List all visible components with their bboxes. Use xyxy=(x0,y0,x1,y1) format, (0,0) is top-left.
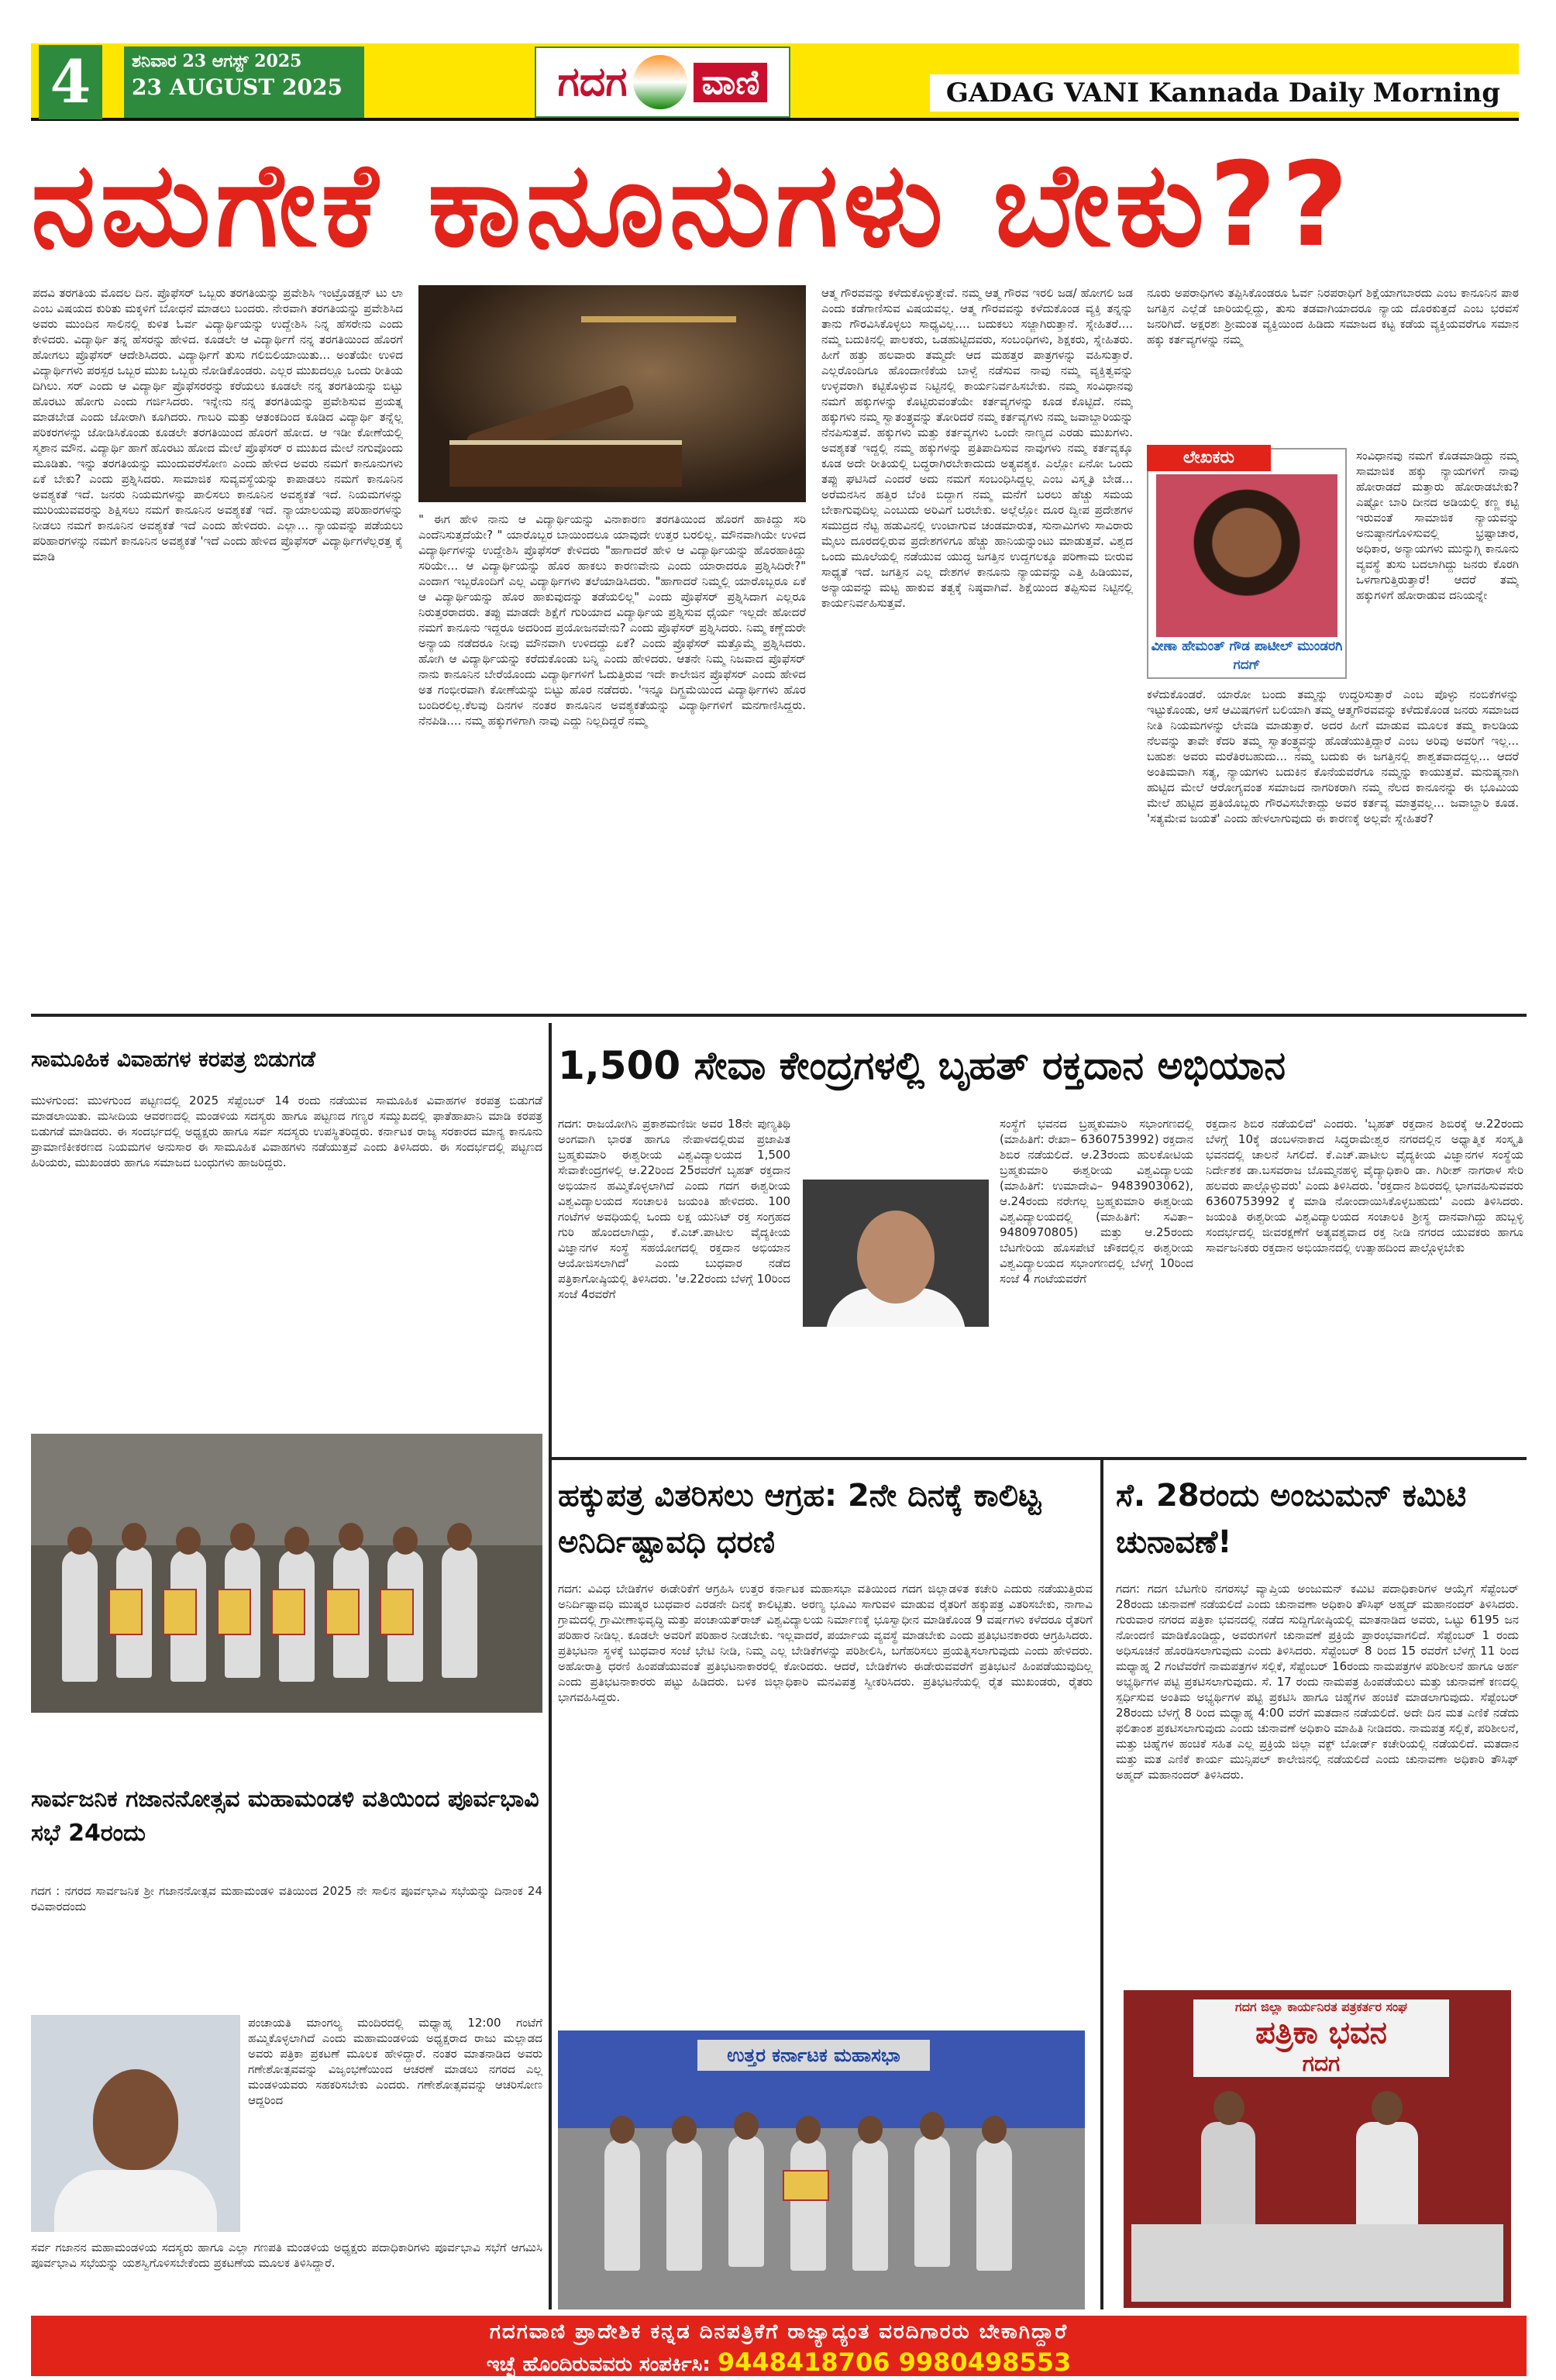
page-number: 4 xyxy=(39,45,102,119)
press-table xyxy=(1131,2224,1503,2302)
date-english: 23 AUGUST 2025 xyxy=(132,74,343,100)
anjuman-body: ಗದಗ: ಗದಗ ಬೆಟಗೇರಿ ನಗರಸಭೆ ವ್ಯಾಪ್ತಿಯ ಅಂಜುಮನ್ ಕಮಿಟಿ ಪದಾಧಿಕಾರಿಗಳ ಆಯ್ಕೆಗೆ ಸೆಪ್ಟೆಂಬರ್ 28ರಂದು ಚುನಾವಣೆ ನಡೆಯಲಿದೆ ಎಂದು ಚುನಾವಣಾ ಅಧಿಕಾರಿ ತೌಸಿಫ್ ಅಹ್ಮದ್ ಮಹಾನಂದರ್ ತಿಳಿಸಿದರು. ಗುರುವಾರ ನಗರದ ಪತ್ರಿಕಾ ಭವನದಲ್ಲಿ ನಡೆದ ಸುದ್ದಿಗೋಷ್ಠಿಯಲ್ಲಿ ಮಾತನಾಡಿದ ಅವರು, ಒಟ್ಟು 6195 ಜನ ನೋಂದಣಿ ಮಾಡಿಕೊಂಡಿದ್ದು, ಅವರುಗಳಿಗೆ ಚುನಾವಣೆ ಪ್ರಕ್ರಿಯೆ ಪ್ರಾರಂಭವಾಗಲಿದೆ. ಸೆಪ್ಟೆಂಬರ್ 1 ರಂದು ಅಧಿಸೂಚನೆ ಹೊರಡಿಸಲಾಗುವುದು ಎಂದು ತಿಳಿಸಿದರು. ಸೆಪ್ಟೆಂಬರ್ 8 ರಿಂದ 15 ರವರೆಗೆ ಬೆಳಗ್ಗೆ 11 ರಿಂದ ಮಧ್ಯಾಹ್ನ 2 ಗಂಟೆವರೆಗೆ ನಾಮಪತ್ರಗಳ ಸಲ್ಲಿಕೆ, ಸೆಪ್ಟೆಂಬರ್ 16ರಂದು ನಾಮಪತ್ರಗಳ ಪರಿಶೀಲನೆ ಹಾಗೂ ಅರ್ಹ ಅಭ್ಯರ್ಥಿಗಳ ಪಟ್ಟಿ ಪ್ರಕಟಿಸಲಾಗುವುದು. ಸೆ. 17 ರಂದು ನಾಮಪತ್ರ ಹಿಂಪಡೆಯಲು ಮತ್ತು ಚುನಾವಣೆ ಕಣದಲ್ಲಿ ಸ್ಪರ್ಧಿಸುವ ಅಂತಿಮ ಅಭ್ಯರ್ಥಿಗಳ ಪಟ್ಟಿ ಪ್ರಕಟಿಸಿ ಹಾಗೂ ಚಿಹ್ನೆಗಳ ಹಂಚಿಕೆ ಮಾಡಲಾಗುವುದು. ಸೆಪ್ಟೆಂಬರ್ 28ರಂದು ಬೆಳಗ್ಗೆ 8 ರಿಂದ ಮಧ್ಯಾಹ್ನ 4:00 ವರೆಗೆ ಮತದಾನ ನಡೆಯಲಿದೆ. ಅದೇ ದಿನ ಮತ ಎಣಿಕೆ ನಡೆದು ಫಲಿತಾಂಶ ಪ್ರಕಟಿಸಲಾಗುವುದು ಎಂದು ಚುನಾವಣೆ ಅಧಿಕಾರಿ ಮಾಹಿತಿ ನೀಡಿದರು. ನಾಮಪತ್ರ ಸಲ್ಲಿಕೆ, ಪರಿಶೀಲನೆ, ಮತ್ತು ಚಿಹ್ನೆಗಳ ಹಂಚಿಕೆ ಸಹಿತ ಎಲ್ಲ ಪ್ರಕ್ರಿಯೆ ಜಿಲ್ಲಾ ವಕ್ಫ್ ಬೋರ್ಡ್ ಕಚೇರಿಯಲ್ಲಿ ನಡೆಯಲಿದೆ. ಮತದಾನ ಮತ್ತು ಮತ ಎಣಿಕೆ ಕಾರ್ಯ ಮುನ್ಸಿಪಲ್ ಕಾಲೇಜಿನಲ್ಲಿ ನಡೆಯಲಿದೆ ಎಂದು ಚುನಾವಣಾ ಅಧಿಕಾರಿ ತೌಸಿಫ್ ಅಹ್ಮದ್ ಮಹಾನಂದರ್ ತಿಳಿಸಿದರು. xyxy=(1116,1582,1519,1782)
wedding-headline: ಸಾಮೂಹಿಕ ವಿವಾಹಗಳ ಕರಪತ್ರ ಬಿಡುಗಡೆ xyxy=(31,1046,316,1072)
main-headline: ನಮಗೇಕೆ ಕಾನೂನುಗಳು ಬೇಕು?? xyxy=(31,139,1354,271)
logo-left-text: ಗದಗ xyxy=(557,58,628,105)
main-article-col3: ಆತ್ಮ ಗೌರವವನ್ನು ಕಳೆದುಕೊಳ್ಳುತ್ತೇವೆ. ನಮ್ಮ ಆತ್ಮ ಗೌರವ ಇರಲಿ ಜಡ/ ಹೋಗಲಿ ಜಡ ಎಂದು ಕಡೆಗಾಣಿಸುವ ವಿಷಯವಲ್ಲ. ಆತ್ಮ ಗೌರವವನ್ನು ಕಳೆದುಕೊಂಡ ವ್ಯಕ್ತಿ ತನ್ನನ್ನು ತಾನು ಗೌರವಿಸಿಕೊಳ್ಳಲು ಸಾಧ್ಯವಿಲ್ಲ.... ಬದುಕಲು ಸಜ್ಜಾಗಿರುತ್ತಾನೆ. ಸ್ನೇಹಿತರೆ.... ನಮ್ಮ ಬದುಕಿನಲ್ಲಿ ಪಾಲಕರು, ಒಡಹುಟ್ಟಿದವರು, ಸಂಬಂಧಿಗಳು, ಶಿಕ್ಷಕರು, ಸ್ನೇಹಿತರು. ಹೀಗೆ ಹತ್ತು ಹಲವಾರು ತಮ್ಮದೇ ಆದ ಮಹತ್ತರ ಪಾತ್ರಗಳನ್ನು ವಹಿಸುತ್ತಾರೆ. ಎಲ್ಲರೊಂದಿಗೂ ಹೊಂದಾಣಿಕೆಯ ಬಾಳ್ವೆ ನಡೆಸುವ ನಾವು ನಮ್ಮ ವ್ಯಕ್ತಿತ್ವವನ್ನು ಉಳ್ಳವರಾಗಿ ಕಟ್ಟಿಕೊಳ್ಳುವ ನಿಟ್ಟಿನಲ್ಲಿ ಕಾರ್ಯನಿರ್ವಹಿಸಬೇಕು. ನಮ್ಮ ಸಂವಿಧಾನವು ನಮಗೆ ಹಕ್ಕುಗಳನ್ನು ಕೊಟ್ಟಿರುವಂತೆಯೇ ಕರ್ತವ್ಯಗಳನ್ನು ಕೂಡ ಕೊಟ್ಟಿದೆ. ನಮ್ಮ ಹಕ್ಕುಗಳು ನಮ್ಮ ಸ್ವಾತಂತ್ರ್ಯವನ್ನು ತೋರಿದರೆ ನಮ್ಮ ಕರ್ತವ್ಯಗಳು ನಮ್ಮ ಜವಾಬ್ದಾರಿಯನ್ನು ನೆನಪಿಸುತ್ತವೆ. ಹಕ್ಕುಗಳು ಮತ್ತು ಕರ್ತವ್ಯಗಳು ಒಂದೇ ನಾಣ್ಯದ ಎರಡು ಮುಖಗಳು. ಅವಶ್ಯಕತೆ ಇದ್ದಲ್ಲಿ ನಮ್ಮ ಹಕ್ಕುಗಳನ್ನು ಪ್ರತಿಪಾದಿಸುವ ನಾವುಗಳು ನಮ್ಮ ಕರ್ತವ್ಯಕ್ಕೂ ಕೂಡ ಅದೇ ರೀತಿಯಲ್ಲಿ ಬದ್ಧರಾಗಿರಬೇಕಾದುದು ಅತ್ಯವಶ್ಯಕ. ಎಲ್ಲೋ ಏನೋ ಒಂದು ತಪ್ಪು ಘಟಿಸಿದೆ ಎಂದರೆ ಅದು ನಮಗೆ ಸಂಬಂಧಿಸಿದ್ದಲ್ಲ ಎಂಬ ವಿಸ್ಮೃತಿ ಬೇಡ... ಅರೆಮನಸಿನ ಹತ್ತಿರ ಬೆಂಕಿ ಬಿದ್ದಾಗ ನಮ್ಮ ಮನೆಗೆ ಬರಲು ಹೆಚ್ಚು ಸಮಯ ಬೇಕಾಗುವುದಿಲ್ಲ ಎಂಬುದು ಅರಿವಿಗೆ ಬರಬೇಕು. ಅಲ್ಲೆಲ್ಲೋ ದೂರ ದ್ವೀಪ ಪ್ರದೇಶಗಳ ಸಮುದ್ರದ ನೆಟ್ಟ ಹಡುವಿನಲ್ಲಿ ಉಂಟಾಗುವ ಚಂಡಮಾರುತ, ಸುನಾಮಿಗಳು ಸಾವಿರಾರು ಮೈಲು ದೂರದಲ್ಲಿರುವ ಪ್ರದೇಶಗಳಿಗೂ ಹೆಚ್ಚು ಹಾನಿಯನ್ನುಂಟು ಮಾಡುತ್ತವೆ. ವಿಶ್ವದ ಒಂದು ಮೂಲೆಯಲ್ಲಿ ನಡೆಯುವ ಯುದ್ಧ ಜಗತ್ತಿನ ಉದ್ದಗಲಕ್ಕೂ ಪರಿಣಾಮ ಬೀರುವ ಸಾಧ್ಯತೆ ಇದೆ. ಜಗತ್ತಿನ ಎಲ್ಲ ದೇಶಗಳ ಕಾನೂನು ನ್ಯಾಯವನ್ನು ಎತ್ತಿ ಹಿಡಿಯುವ, ಅನ್ಯಾಯವನ್ನು ಮಟ್ಟ ಹಾಕುವ ತತ್ವಕ್ಕೆ ನಿಷ್ಠವಾಗಿವೆ. ಶಿಕ್ಷೆಯಿಂದ ತಪ್ಪಿಸುವ ನಿಟ್ಟಿನಲ್ಲಿ ಕಾರ್ಯನಿರ್ವಹಿಸುತ್ತವೆ. xyxy=(821,286,1133,610)
press-sign-main: ಪತ್ರಿಕಾ ಭವನ xyxy=(1255,2015,1387,2051)
main-article-col4-right: ಸಂವಿಧಾನವು ನಮಗೆ ಕೊಡಮಾಡಿದ್ದು ನಮ್ಮ ಸಾಮಾಜಿಕ ಹಕ್ಕು ನ್ಯಾಯಗಳಿಗೆ ನಾವು ಹೋರಾಡದೆ ಮತ್ತಾರು ಹೋರಾಡಬೇಕು? ಎಷ್ಟೋ ಬಾರಿ ದೀನದ ಅಡಿಯಲ್ಲಿ ಕಣ್ಣ ಕಟ್ಟಿ ಇರುವಂತೆ ಸಾಮಾಜಿಕ ನ್ಯಾಯವನ್ನು ಅನುಷ್ಠಾನಗೊಳಿಸುವಲ್ಲಿ ಭ್ರಷ್ಟಾಚಾರ, ಅಧಿಕಾರ, ಅನ್ಯಾಯಗಳು ಮುನ್ನುಗ್ಗಿ ಕಾನೂನು ವ್ಯವಸ್ಥೆ ತುಸು ಬದಲಾಗಿದ್ದು ಜನರು ಕೊರಗಿ ಒಳಗಾಗುತ್ತಿರುತ್ತಾರೆ! ಆದರೆ ತಮ್ಮ ಹಕ್ಕುಗಳಿಗೆ ಹೋರಾಡುವ ದನಿಯನ್ನೇ xyxy=(1356,449,1519,602)
column-divider xyxy=(549,1023,552,2309)
press-sign-top: ಗದಗ ಜಿಲ್ಲಾ ಕಾರ್ಯನಿರತ ಪತ್ರಕರ್ತರ ಸಂಘ xyxy=(1234,1999,1408,2014)
section-divider xyxy=(552,1457,1527,1460)
justice-scale-photo xyxy=(418,285,806,502)
author-name: ವೀಣಾ ಹೇಮಂತ್ ಗೌಡ ಪಾಟೀಲ್ ಮುಂಡರಗಿ ಗದಗ್ xyxy=(1151,639,1343,673)
blood-mid: ಸಂಸ್ಥೆಗೆ ಭವನದ ಬ್ರಹ್ಮಕುಮಾರಿ ಸಭಾಂಗಣದಲ್ಲಿ (ಮಾಹಿತಿಗೆ: ರೇಖಾ– 6360753992) ರಕ್ತದಾನ ಶಿಬಿರ ನಡೆಯಲಿದೆ. ಆ.23ರಂದು ಹುಲಕೋಟಿಯ ಬ್ರಹ್ಮಕುಮಾರಿ ಈಶ್ವರೀಯ ವಿಶ್ವವಿದ್ಯಾಲಯ (ಮಾಹಿತಿಗೆ: ಉಮಾದೇವಿ– 9483903062), ಆ.24ರಂದು ನರೇಗಲ್ಲ ಬ್ರಹ್ಮಕುಮಾರಿ ಈಶ್ವರೀಯ ವಿಶ್ವವಿದ್ಯಾಲಯದಲ್ಲಿ (ಮಾಹಿತಿಗೆ: ಸವಿತಾ– 9480970805) ಮತ್ತು ಆ.25ರಂದು ಬೆಟಗೇರಿಯ ಹೊಸಪೇಟೆ ಚೌಕದಲ್ಲಿನ ಈಶ್ವರೀಯ ವಿಶ್ವವಿದ್ಯಾಲಯದ ಸಭಾಂಗಣದಲ್ಲಿ ಬೆಳಗ್ಗೆ 10ರಿಂದ ಸಂಜೆ 4 ಗಂಟೆಯವರೆಗೆ xyxy=(1000,1117,1193,1286)
ganesh-foot: ಸರ್ವ ಗಜಾನನ ಮಹಾಮಂಡಳಿಯ ಸದಸ್ಯರು ಹಾಗೂ ಎಲ್ಲಾ ಗಣಪತಿ ಮಂಡಳಿಯ ಅಧ್ಯಕ್ಷರು ಪದಾಧಿಕಾರಿಗಳು ಪೂರ್ವಭಾವಿ ಸಭೆಗೆ ಆಗಮಿಸಿ ಪೂರ್ವಭಾವಿ ಸಭೆಯನ್ನು ಯಶಸ್ವಿಗೊಳಿಸಬೇಕೆಂದು ಪ್ರಕಟಣೆಯ ಮೂಲಕ ತಿಳಿಸಿದ್ದಾರೆ. xyxy=(31,2241,542,2270)
banner-contact-label: ಇಚ್ಛೆ ಹೊಂದಿರುವವರು ಸಂಪರ್ಕಿಸಿ: xyxy=(486,2353,711,2376)
speaker-portrait xyxy=(803,1180,989,1327)
ganesh-body: ಪಂಚಾಯತಿ ಮಾಂಗಲ್ಯ ಮಂದಿರದಲ್ಲಿ ಮಧ್ಯಾಹ್ನ 12:00 ಗಂಟೆಗೆ ಹಮ್ಮಿಕೊಳ್ಳಲಾಗಿದೆ ಎಂದು ಮಹಾಮಂಡಳಿಯ ಅಧ್ಯಕ್ಷರಾದ ರಾಜು ಮಲ್ಲಾಡದ ಅವರು ಪತ್ರಿಕಾ ಪ್ರಕಟಣೆ ಮೂಲಕ ಹೇಳಿದ್ದಾರೆ. ನಂತರ ಮಾತನಾಡಿದ ಅವರು ಗಣೇಶೋತ್ಸವವನ್ನು ವಿಜೃಂಭಣೆಯಿಂದ ಆಚರಣೆ ಮಾಡಲು ನಗರದ ಎಲ್ಲ ಮಂಡಳಿಯವರು ಸಹಕರಿಸಬೇಕು ಎಂದರು. ಗಣೇಶೋತ್ಸವವನ್ನು ಆಚರಿಸೋಣ ಆದ್ದರಿಂದ xyxy=(248,2016,542,2107)
banner-line2 xyxy=(31,2344,1527,2377)
main-article-col4-top: ನೂರು ಅಪರಾಧಿಗಳು ತಪ್ಪಿಸಿಕೊಂಡರೂ ಓರ್ವ ನಿರಪರಾಧಿಗೆ ಶಿಕ್ಷೆಯಾಗಬಾರದು ಎಂಬ ಕಾನೂನಿನ ಪಾಠ ಜಗತ್ತಿನ ಎಲ್ಲೆಡೆ ಜಾರಿಯಲ್ಲಿದ್ದು, ತುಸು ತಡವಾಗಿಯಾದರೂ ನ್ಯಾಯ ದೊರಕುತ್ತದೆ ಎಂಬ ಭರವಸೆ ಜನರಿಗಿದೆ. ಅಕ್ಷರಶಃ ಶ್ರೀಮಂತ ವ್ಯಕ್ತಿಯಿಂದ ಹಿಡಿದು ಸಮಾಜದ ಕಟ್ಟ ಕಡೆಯ ವ್ಯಕ್ತಿಯವರೆಗೂ ಸಮಾನ ಹಕ್ಕು ಕರ್ತವ್ಯಗಳನ್ನು ನಮ್ಮ xyxy=(1147,286,1519,346)
section-divider xyxy=(31,1014,1527,1017)
blood-right: ರಕ್ತದಾನ ಶಿಬಿರ ನಡೆಯಲಿದೆ' ಎಂದರು. 'ಬೃಹತ್ ರಕ್ತದಾನ ಶಿಬಿರಕ್ಕೆ ಆ.22ರಂದು ಬೆಳಗ್ಗೆ 10ಕ್ಕೆ ಡಂಬಳನಾಕಾದ ಸಿದ್ಧರಾಮೇಶ್ವರ ನಗರದಲ್ಲಿನ ಅಧ್ಯಾತ್ಮಿಕ ಸಂಸ್ಕೃತಿ ಭವನದಲ್ಲಿ ಚಾಲನೆ ಸಿಗಲಿದೆ. ಕೆ.ಎಚ್.ಪಾಟೀಲ ವೈದ್ಯಕೀಯ ವಿಜ್ಞಾನಗಳ ಸಂಸ್ಥೆಯ ನಿರ್ದೇಶಕ ಡಾ.ಬಸವರಾಜ ಬೊಮ್ಮನಹಳ್ಳಿ ವೈದ್ಯಾಧಿಕಾರಿ ಡಾ. ಗಿರೀಶ್ ನಾಗರಾಳ ಸೇರಿ ಹಲವರು ಪಾಲ್ಗೊಳ್ಳುವರು' ಎಂದು ತಿಳಿಸಿದರು. 'ರಕ್ತದಾನ ಶಿಬಿರದಲ್ಲಿ ಭಾಗವಹಿಸುವವರು 6360753992 ಕ್ಕೆ ಮಾಡಿ ನೋಂದಾಯಿಸಿಕೊಳ್ಳಬಹುದು' ಎಂದು ತಿಳಿಸಿದರು. ಜಯಂತಿ ಈಶ್ವರೀಯ ವಿಶ್ವವಿದ್ಯಾಲಯದ ಸಂಚಾಲಕಿ ಶ್ರೀಸ್ಥ ದಾನವಾಗಿದ್ದು ಹುಬ್ಬಳ್ಳಿ ಸಂದರ್ಭದಲ್ಲಿ ಜೀವರಕ್ಷಣೆಗೆ ಅತ್ಯವಶ್ಯವಾದ ರಕ್ತ ನೀಡಿ ನಗರದ ಯುವಕರು ಹಾಗೂ ಸಾರ್ವಜನಿಕರು ರಕ್ತದಾನ ಅಭಿಯಾನದಲ್ಲಿ ಉತ್ಸಾಹದಿಂದ ಪಾಲ್ಗೊಳ್ಳಬೇಕು xyxy=(1206,1117,1523,1255)
flag-emblem-icon xyxy=(633,55,687,109)
recruitment-banner xyxy=(31,2316,1527,2376)
protest-banner: ಉತ್ತರ ಕರ್ನಾಟಕ ಮಹಾಸಭಾ xyxy=(697,2040,930,2071)
column-divider xyxy=(1100,1460,1103,2309)
press-sign-city: ಗದಗ xyxy=(1302,2051,1341,2076)
date-kannada: ಶನಿವಾರ 23 ಆಗಸ್ಟ್ 2025 xyxy=(132,51,302,71)
ganesh-headline: ಸಾರ್ವಜನಿಕ ಗಜಾನನೋತ್ಸವ ಮಹಾಮಂಡಳಿ ವತಿಯಿಂದ ಪೂರ್ವಭಾವಿ ಸಭೆ 24ರಂದು xyxy=(31,1786,539,1847)
ganesh-lead: ಗದಗ : ನಗರದ ಸಾರ್ವಜನಿಕ ಶ್ರೀ ಗಜಾನನೋತ್ಸವ ಮಹಾಮಂಡಳಿ ವತಿಯಿಂದ 2025 ನೇ ಸಾಲಿನ ಪೂರ್ವಭಾವಿ ಸಭೆಯನ್ನು ದಿನಾಂಕ 24 ರವಿವಾರದಂದು xyxy=(31,1884,542,1913)
wedding-release-photo xyxy=(31,1434,542,1713)
date-box xyxy=(124,46,364,118)
protest-headline: ಹಕ್ಕುಪತ್ರ ವಿತರಿಸಲು ಆಗ್ರಹ: 2ನೇ ದಿನಕ್ಕೆ ಕಾಲಿಟ್ಟ ಅನಿರ್ದಿಷ್ಟಾವಧಿ ಧರಣಿ xyxy=(558,1478,1041,1560)
ganesh-committee-portrait xyxy=(31,2015,240,2232)
blood-drive-headline: 1,500 ಸೇವಾ ಕೇಂದ್ರಗಳಲ್ಲಿ ಬೃಹತ್ ರಕ್ತದಾನ ಅಭಿಯಾನ xyxy=(558,1043,1286,1088)
logo-right-text: ವಾಣಿ xyxy=(694,63,767,102)
law-books xyxy=(449,440,682,487)
main-article-col2: " ಈಗ ಹೇಳಿ ನಾನು ಆ ವಿದ್ಯಾರ್ಥಿಯನ್ನು ವಿನಾಕಾರಣ ತರಗತಿಯಿಂದ ಹೊರಗೆ ಹಾಕಿದ್ದು ಸರಿ ಎಂದೆನಿಸುತ್ತದೆಯೇ? " ಯಾರೊಬ್ಬರ ಬಾಯಿಂದಲೂ ಯಾವುದೇ ಉತ್ತರ ಬರಲಿಲ್ಲ. ಮೌನವಾಗಿಯೇ ಉಳಿದ ವಿದ್ಯಾರ್ಥಿಗಳನ್ನು ಉದ್ದೇಶಿಸಿ ಪ್ರೊಫೆಸರ್ ಕೇಳಿದರು "ಹಾಗಾದರೆ ಹೇಳಿ ಆ ವಿದ್ಯಾರ್ಥಿಯನ್ನು ಹೊರಹಾಕಿದ್ದು ಸರಿಯೇ... ಆ ವಿದ್ಯಾರ್ಥಿಯನ್ನು ಹೊರ ಹಾಕಲು ಕಾರಣವೇನು ಎಂದು ಯಾರಾದರೂ ಪ್ರಶ್ನಿಸಿದಿರೇ?" ಎಂದಾಗ ಇಬ್ಬರೊಂದಿಗೆ ಎಲ್ಲ ವಿದ್ಯಾರ್ಥಿಗಳು ತಲೆಯಾಡಿಸಿದರು. "ಹಾಗಾದರೆ ನಿಮ್ಮಲ್ಲಿ ಯಾರೊಬ್ಬರೂ ಏಕೆ ಆ ವಿದ್ಯಾರ್ಥಿಯನ್ನು ಹೊರ ಹಾಕುವುದನ್ನು ತಡೆಯಲಿಲ್ಲ" ಎಂದು ಪ್ರೊಫೆಸರ್ ಪ್ರಶ್ನಿಸಿದಾಗ ಎಲ್ಲರೂ ನಿರುತ್ತರರಾದರು. ತಪ್ಪು ಮಾಡದೇ ಶಿಕ್ಷೆಗೆ ಗುರಿಯಾದ ವಿದ್ಯಾರ್ಥಿಯ ಪ್ರಶ್ನಿಸುವ ಧೈರ್ಯ ಇಲ್ಲದೇ ಹೋದರೆ ನಮಗೆ ಕಾನೂನು ಇದ್ದರೂ ಅದರಿಂದ ಪ್ರಯೋಜನವೇನು? ಎಂದು ಪ್ರೊಫೆಸರ್ ಪ್ರಶ್ನಿಸಿದರು. ನಿಮ್ಮ ಕಣ್ಣೆದುರೇ ಅನ್ಯಾಯ ನಡೆದರೂ ನೀವು ಮೌನವಾಗಿ ಉಳಿದದ್ದು ಏಕೆ? ಎಂದು ಪ್ರೊಫೆಸರ್ ಮತ್ತೊಮ್ಮೆ ಪ್ರಶ್ನಿಸಿದರು. ಹೋಗಿ ಆ ವಿದ್ಯಾರ್ಥಿಯನ್ನು ಕರೆದುಕೊಂಡು ಬನ್ನಿ ಎಂದು ಹೇಳಿದರು. ಆತನೇ ನಿಮ್ಮ ನಿಜವಾದ ಪ್ರೊಫೆಸರ್ ನಾನು ಕಾನೂನಿನ ಬೇರೆಯೊಂದು ವಿದ್ಯಾರ್ಥಿಗಳಿಗೆ ಓದುತ್ತಿರುವ ಇದೇ ಕಾಲೇಜಿನ ಪ್ರೊಫೆಸರ್ ಎಂದು ಹೇಳಿದ ಅತ ಗಂಭೀರವಾಗಿ ಕೋಣೆಯನ್ನು ಬಿಟ್ಟು ಹೊರ ನಡೆದರು. 'ಇನ್ನೂ ದಿಗ್ಭ್ರಮೆಯಿಂದ ವಿದ್ಯಾರ್ಥಿಗಳು ಹೊರ ಬಂದಿರಲಿಲ್ಲ.ಕೆಲವು ದಿನಗಳ ನಂತರ ಕಾನೂನಿನ ಅವಶ್ಯಕತೆಯನ್ನು ವಿದ್ಯಾರ್ಥಿಗಳಿಗೆ ಮನಗಾಣಿಸಿದ್ದರು. ನೆನಪಿಡಿ.... ನಮ್ಮ ಹಕ್ಕುಗಳಿಗಾಗಿ ನಾವು ಎದ್ದು ನಿಲ್ಲದಿದ್ದರೆ ನಮ್ಮ xyxy=(418,512,806,728)
main-article-col4-bottom: ಕಳೆದುಕೊಂಡರೆ. ಯಾರೋ ಬಂದು ತಮ್ಮನ್ನು ಉದ್ಧರಿಸುತ್ತಾರೆ ಎಂಬ ಪೊಳ್ಳು ನಂಬಿಕೆಗಳನ್ನು ಇಟ್ಟುಕೊಂಡು, ಆಸೆ ಆಮಿಷಗಳಿಗೆ ಬಲಿಯಾಗಿ ತಮ್ಮ ಆತ್ಮಗೌರವವನ್ನು ಕಳೆದುಕೊಂಡ ಜನರು ಸಮಾಜದ ನೀತಿ ನಿಯಮಗಳನ್ನು ಲೇವಡಿ ಮಾಡುತ್ತಾರೆ. ಅದರ ಹೀಗೆ ಮಾಡುವ ಮೂಲಕ ತಮ್ಮ ಕಾಲಡಿಯ ನೆಲವನ್ನು ತಾವೇ ಕೆದರಿ ತಮ್ಮ ಸ್ವಾತಂತ್ರ್ಯವನ್ನು ಹೊಡೆಯುತ್ತಿದ್ದಾರೆ ಎಂಬ ಅರಿವು ಅವರಿಗೆ ಇಲ್ಲ... ಬಹುಶಃ ಅವರು ಮರೆತಿರಬಹುದು... ನಮ್ಮ ಬದುಕು ಈ ಜಗತ್ತಿನಲ್ಲಿ ಶಾಶ್ವತವಾದದ್ದಲ್ಲ... ಆದರೆ ಅಂತಿಮವಾಗಿ ಸತ್ಯ, ನ್ಯಾಯಗಳು ಬದುಕಿನ ಕೊನೆಯವರೆಗೂ ನಮ್ಮನ್ನು ಕಾಯುತ್ತವೆ. ಮನುಷ್ಯನಾಗಿ ಹುಟ್ಟಿದ ಮೇಲೆ ಆರೋಗ್ಯವಂತ ಸಮಾಜದ ನಾಗರಿಕರಾಗಿ ನಮ್ಮ ನೆಲದ ಕಾನೂನನ್ನು ಈ ಭೂಮಿಯ ಮೇಲೆ ಹುಟ್ಟಿದ ಪ್ರತಿಯೊಬ್ಬರು ಗೌರವಿಸಬೇಕಾದ್ದು ಅವರ ಕರ್ತವ್ಯ ಮಾತ್ರವಲ್ಲ... ಜವಾಬ್ದಾರಿ ಕೂಡ. 'ಸತ್ಯಮೇವ ಜಯತೆ' ಎಂದು ಹೇಳಲಾಗುವುದು ಈ ಕಾರಣಕ್ಕೆ ಅಲ್ಲವೇ ಸ್ನೇಹಿತರೆ? xyxy=(1147,687,1519,825)
protest-body: ಗದಗ: ವಿವಿಧ ಬೇಡಿಕೆಗಳ ಈಡೇರಿಕೆಗೆ ಆಗ್ರಹಿಸಿ ಉತ್ತರ ಕರ್ನಾಟಕ ಮಹಾಸಭಾ ವತಿಯಿಂದ ಗದಗ ಜಿಲ್ಲಾಡಳಿತ ಕಚೇರಿ ಎದುರು ನಡೆಯುತ್ತಿರುವ ಅನಿರ್ದಿಷ್ಟಾವಧಿ ಮುಷ್ಕರ ಬುಧವಾರ ಎರಡನೇ ದಿನಕ್ಕೆ ಕಾಲಿಟ್ಟಿತು. ಅರಣ್ಯ ಭೂಮಿ ಸಾಗುವಳಿ ಮಾಡುವ ರೈತರಿಗೆ ಹಕ್ಕುಪತ್ರ ವಿತರಿಸಬೇಕು, ನಾಗಾವಿ ಗ್ರಾಮದಲ್ಲಿ ಗ್ರಾಮೀಣಾಭಿವೃದ್ಧಿ ಮತ್ತು ಪಂಚಾಯತ್‌ರಾಜ್ ವಿಶ್ವವಿದ್ಯಾಲಯ ನಿರ್ಮಾಣಕ್ಕೆ ಭೂಸ್ವಾಧೀನ ಮಾಡಿಕೊಂಡ 9 ವರ್ಷಗಳು ಕಳೆದರೂ ರೈತರಿಗೆ ಪರಿಹಾರ ನೀಡಿಲ್ಲ. ಕೂಡಲೇ ಅವರಿಗೆ ಪರಿಹಾರ ನೀಡಬೇಕು. ಇಲ್ಲವಾದರೆ, ಪರ್ಯಾಯ ವ್ಯವಸ್ಥೆ ಮಾಡಬೇಕು ಎಂದು ಪ್ರತಿಭಟನಕಾರರು ಆಗ್ರಹಿಸಿದರು. ಪ್ರತಿಭಟನಾ ಸ್ಥಳಕ್ಕೆ ಬುಧವಾರ ಸಂಜೆ ಭೇಟಿ ನೀಡಿ, ನಿಮ್ಮ ಎಲ್ಲ ಬೇಡಿಕೆಗಳನ್ನು ಪರಿಶೀಲಿಸಿ, ಬಗೆಹರಿಸಲು ಪ್ರಯತ್ನಿಸಲಾಗುವುದು ಎಂದು ಹೇಳಿದರು. ಅಹೋರಾತ್ರಿ ಧರಣಿ ಹಿಂಪಡೆಯುವಂತೆ ಪ್ರತಿಭಟನಾಕಾರರಲ್ಲಿ ಕೋರಿದರು. ಆದರೆ, ಬೇಡಿಕೆಗಳು ಈಡೇರುವವರೆಗೆ ಪ್ರತಿಭಟನೆ ಹಿಂಪಡೆಯುವುದಿಲ್ಲ ಎಂದು ಪ್ರತಿಭಟನಾಕಾರರು ಪಟ್ಟು ಹಿಡಿದರು. ಬಳಿಕ ಜಿಲ್ಲಾಧಿಕಾರಿ ಮನವಿಪತ್ರ ಸ್ವೀಕರಿಸಿದರು. ಪ್ರತಿಭಟನೆಯಲ್ಲಿ ರೈತ ಮುಖಂಡರು, ರೈತರು ಭಾಗವಹಿಸಿದ್ದರು. xyxy=(558,1582,1093,1704)
main-article-col1: ಪದವಿ ತರಗತಿಯ ಮೊದಲ ದಿನ. ಪ್ರೊಫೆಸರ್ ಒಬ್ಬರು ತರಗತಿಯನ್ನು ಪ್ರವೇಶಿಸಿ ಇಂಟ್ರೊಡಕ್ಷನ್ ಟು ಲಾ ಎಂಬ ವಿಷಯದ ಕುರಿತು ಮಕ್ಕಳಿಗೆ ಬೋಧನೆ ಮಾಡಲು ಬಂದರು. ನೇರವಾಗಿ ತರಗತಿಯನ್ನು ಪ್ರವೇಶಿಸಿದ ಅವರು ಮುಂದಿನ ಸಾಲಿನಲ್ಲಿ ಕುಳಿತ ಓರ್ವ ವಿದ್ಯಾರ್ಥಿಯನ್ನು ಉದ್ದೇಶಿಸಿ ನಿನ್ನ ಹೆಸರೇನು ಎಂದು ಕೇಳಿದರು. ವಿದ್ಯಾರ್ಥಿ ತನ್ನ ಹೆಸರನ್ನು ಹೇಳಿದ. ಕೂಡಲೇ ಆ ವಿದ್ಯಾರ್ಥಿಗೆ ನನ್ನ ತರಗತಿಯಿಂದ ಹೊರಗೆ ಹೋಗಲು ಪ್ರೊಫೆಸರ್ ಆದೇಶಿಸಿದರು. ವಿದ್ಯಾರ್ಥಿಗೆ ತುಸು ಗಲಿಬಿಲಿಯಾಯಿತು... ಅಂತೆಯೇ ಉಳಿದ ವಿದ್ಯಾರ್ಥಿಗಳು ಪರಸ್ಪರ ಒಬ್ಬರ ಮುಖ ಒಬ್ಬರು ನೋಡಿಕೊಂಡರು. ಎಲ್ಲರ ಮುಖದಲ್ಲೂ ಒಂದು ರೀತಿಯ ದಿಗಿಲು. ಸರ್ ಎಂದು ಆ ವಿದ್ಯಾರ್ಥಿ ಪ್ರೊಫೆಸರರನ್ನು ಕರೆಯಲು ಕೂಡಲೇ ನನ್ನ ತರಗತಿಯನ್ನು ಬಿಟ್ಟು ಹೊರಟು ಹೋಗು ಎಂದು ಗರ್ಜಿಸಿದರು. ಇನ್ನೇನು ನನ್ನ ತರಗತಿಯನ್ನು ಪ್ರವೇಶಿಸುವ ಪ್ರಯತ್ನ ಮಾಡಬೇಡ ಎಂದು ಜೋರಾಗಿ ಕೂಗಿದರು. ಗಾಬರಿ ಮತ್ತು ಆತಂಕದಿಂದ ಕೂಡಿದ ವಿದ್ಯಾರ್ಥಿ ತನ್ನೆಲ್ಲ ಪರಿಕರಗಳನ್ನು ಜೋಡಿಸಿಕೊಂಡು ಕೂಡಲೇ ತರಗತಿಯಿಂದ ಹೊರಗೆ ಹೋದ. ಆ ಇಡೀ ಕೋಣೆಯಲ್ಲಿ ಸ್ಮಶಾನ ಮೌನ. ವಿದ್ಯಾರ್ಥಿ ಹಾಗೆ ಹೊರಟು ಹೋದ ಮೇಲೆ ಪ್ರೊಫೆಸರ್ ರ ಮುಖದ ಮೇಲೆ ನಗುವೊಂದು ಮೂಡಿತು. ಇನ್ನು ತರಗತಿಯನ್ನು ಮುಂದುವರೆಸೋಣ ಎಂದು ಹೇಳಿದ ಅವರು ನಮಗೆ ಕಾನೂನುಗಳು ಏಕೆ ಬೇಕು? ಎಂದು ಪ್ರಶ್ನಿಸಿದರು. ಸಾಮಾಜಿಕ ಸುವ್ಯವಸ್ಥೆಯನ್ನು ಕಾಪಾಡಲು ನಮಗೆ ಕಾನೂನಿನ ಅವಶ್ಯಕತೆ ಇದೆ. ಜನರು ನಿಯಮಗಳನ್ನು ಪಾಲಿಸಲು ಕಾನೂನಿನ ಅವಶ್ಯಕತೆ ಇದೆ. ನಿಯಮಗಳನ್ನು ಮುರಿಯುವವರನ್ನು ಶಿಕ್ಷಿಸಲು ನಮಗೆ ಕಾನೂನಿನ ಅವಶ್ಯಕತೆ ಇದೆ. ನ್ಯಾಯಾಲಯವು ಪರಿಹಾರಗಳನ್ನು ನೀಡಲು ನಮಗೆ ಕಾನೂನಿನ ಅವಶ್ಯಕತೆ ಇದೆ ಎಂದು ಹೇಳಿದರು. ಎಲ್ಲಾ... ನ್ಯಾಯವನ್ನು ಪಡೆಯಲು ಪರಿಹಾರಗಳನ್ನು ನಮಗೆ ಕಾನೂನಿನ ಅವಶ್ಯಕತೆ 'ಇದೆ ಎಂದು ಹೇಳಿದ ಪ್ರೊಫೆಸರ್ ವಿದ್ಯಾರ್ಥಿಗಳೆಲ್ಲರತ್ತ ಕೈ ಮಾಡಿ xyxy=(33,286,403,563)
author-photo xyxy=(1156,474,1337,637)
protest-photo xyxy=(558,2030,1085,2309)
wedding-body: ಮುಳಗುಂದ: ಮುಳಗುಂದ ಪಟ್ಟಣದಲ್ಲಿ 2025 ಸೆಪ್ಟೆಂಬರ್ 14 ರಂದು ನಡೆಯುವ ಸಾಮೂಹಿಕ ವಿವಾಹಗಳ ಕರಪತ್ರ ಬಿಡುಗಡೆ ಮಾಡಲಾಯಿತು. ಮಸೀದಿಯ ಆವರಣದಲ್ಲಿ ಮಂಡಳಿಯ ಸದಸ್ಯರು ಹಾಗೂ ಪಟ್ಟಣದ ಗಣ್ಯರ ಸಮ್ಮುಖದಲ್ಲಿ ಫಾತೆಹಾಖಾನಿ ಮಾಡಿ ಕರಪತ್ರ ಬಿಡುಗಡೆ ಮಾಡಿದರು. ಈ ಸಂದರ್ಭದಲ್ಲಿ ಅಧ್ಯಕ್ಷರು ಹಾಗೂ ಸರ್ವ ಸದಸ್ಯರು ಉಪಸ್ಥಿತರಿದ್ದರು. ಕರ್ನಾಟಕ ರಾಜ್ಯ ಸರಕಾರದ ಮಾನ್ಯ ಕಾನೂನು ಪ್ರಾಮಾಣಿಕೀಕರಣದ ನಿಯಮಗಳ ಅನುಸಾರ ಈ ಸಾಮೂಹಿಕ ವಿವಾಹಗಳು ನಡೆಯುತ್ತವೆ ಎಂದು ತಿಳಿಸಿದರು. ಈ ಸಂದರ್ಭದಲ್ಲಿ ಪಟ್ಟಣದ ಹಿರಿಯರು, ಮುಖಂಡರು ಹಾಗೂ ಸಮಾಜದ ಬಂಧುಗಳು ಹಾಜರಿದ್ದರು. xyxy=(31,1094,542,1169)
banner-phone: 9448418706 9980498553 xyxy=(717,2347,1072,2377)
banner-line1: ಗದಗವಾಣಿ ಪ್ರಾದೇಶಿಕ ಕನ್ನಡ ದಿನಪತ್ರಿಕೆಗೆ ರಾಜ್ಯಾದ್ಯಂತ ವರದಿಗಾರರು ಬೇಕಾಗಿದ್ದಾರೆ xyxy=(489,2320,1069,2344)
blood-lead: ಗದಗ: ರಾಜಯೋಗಿನಿ ಪ್ರಕಾಶಮಣಿಜೀ ಅವರ 18ನೇ ಪುಣ್ಯತಿಥಿ ಅಂಗವಾಗಿ ಭಾರತ ಹಾಗೂ ನೇಪಾಳದಲ್ಲಿರುವ ಪ್ರಜಾಪಿತ ಬ್ರಹ್ಮಕುಮಾರಿ ಈಶ್ವರೀಯ ವಿಶ್ವವಿದ್ಯಾಲಯದ 1,500 ಸೇವಾಕೇಂದ್ರಗಳಲ್ಲಿ ಆ.22ರಿಂದ 25ರವರೆಗೆ ಬೃಹತ್ ರಕ್ತದಾನ ಅಭಿಯಾನ ಹಮ್ಮಿಕೊಳ್ಳಲಾಗಿದೆ ಎಂದು ಗದಗ ಈಶ್ವರೀಯ ವಿಶ್ವವಿದ್ಯಾಲಯದ ಸಂಚಾಲಕಿ ಜಯಂತಿ ಹೇಳಿದರು. 100 ಗಂಟೆಗಳ ಅವಧಿಯಲ್ಲಿ ಒಂದು ಲಕ್ಷ ಯುನಿಟ್ ರಕ್ತ ಸಂಗ್ರಹದ ಗುರಿ ಹೊಂದಲಾಗಿದ್ದು, ಕೆ.ಎಚ್.ಪಾಟೀಲ ವೈದ್ಯಕೀಯ ವಿಜ್ಞಾನಗಳ ಸಂಸ್ಥೆ ಸಹಯೋಗದಲ್ಲಿ ರಕ್ತದಾನ ಅಭಿಯಾನ ಆಯೋಜಿಸಲಾಗಿದೆ' ಎಂದು ಬುಧವಾರ ನಡೆದ ಪತ್ರಿಕಾಗೋಷ್ಠಿಯಲ್ಲಿ ತಿಳಿಸಿದರು. 'ಆ.22ರಂದು ಬೆಳಗ್ಗೆ 10ರಿಂದ ಸಂಜೆ 4ರವರೆಗೆ xyxy=(558,1117,790,1301)
author-tag: ಲೇಖಕರು xyxy=(1147,445,1271,471)
newspaper-logo xyxy=(535,46,790,118)
press-bhavan-sign xyxy=(1193,1999,1449,2077)
masthead-title: GADAG VANI Kannada Daily Morning xyxy=(930,74,1519,112)
anjuman-headline: ಸೆ. 28ರಂದು ಅಂಜುಮನ್ ಕಮಿಟಿ ಚುನಾವಣೆ! xyxy=(1116,1478,1467,1560)
